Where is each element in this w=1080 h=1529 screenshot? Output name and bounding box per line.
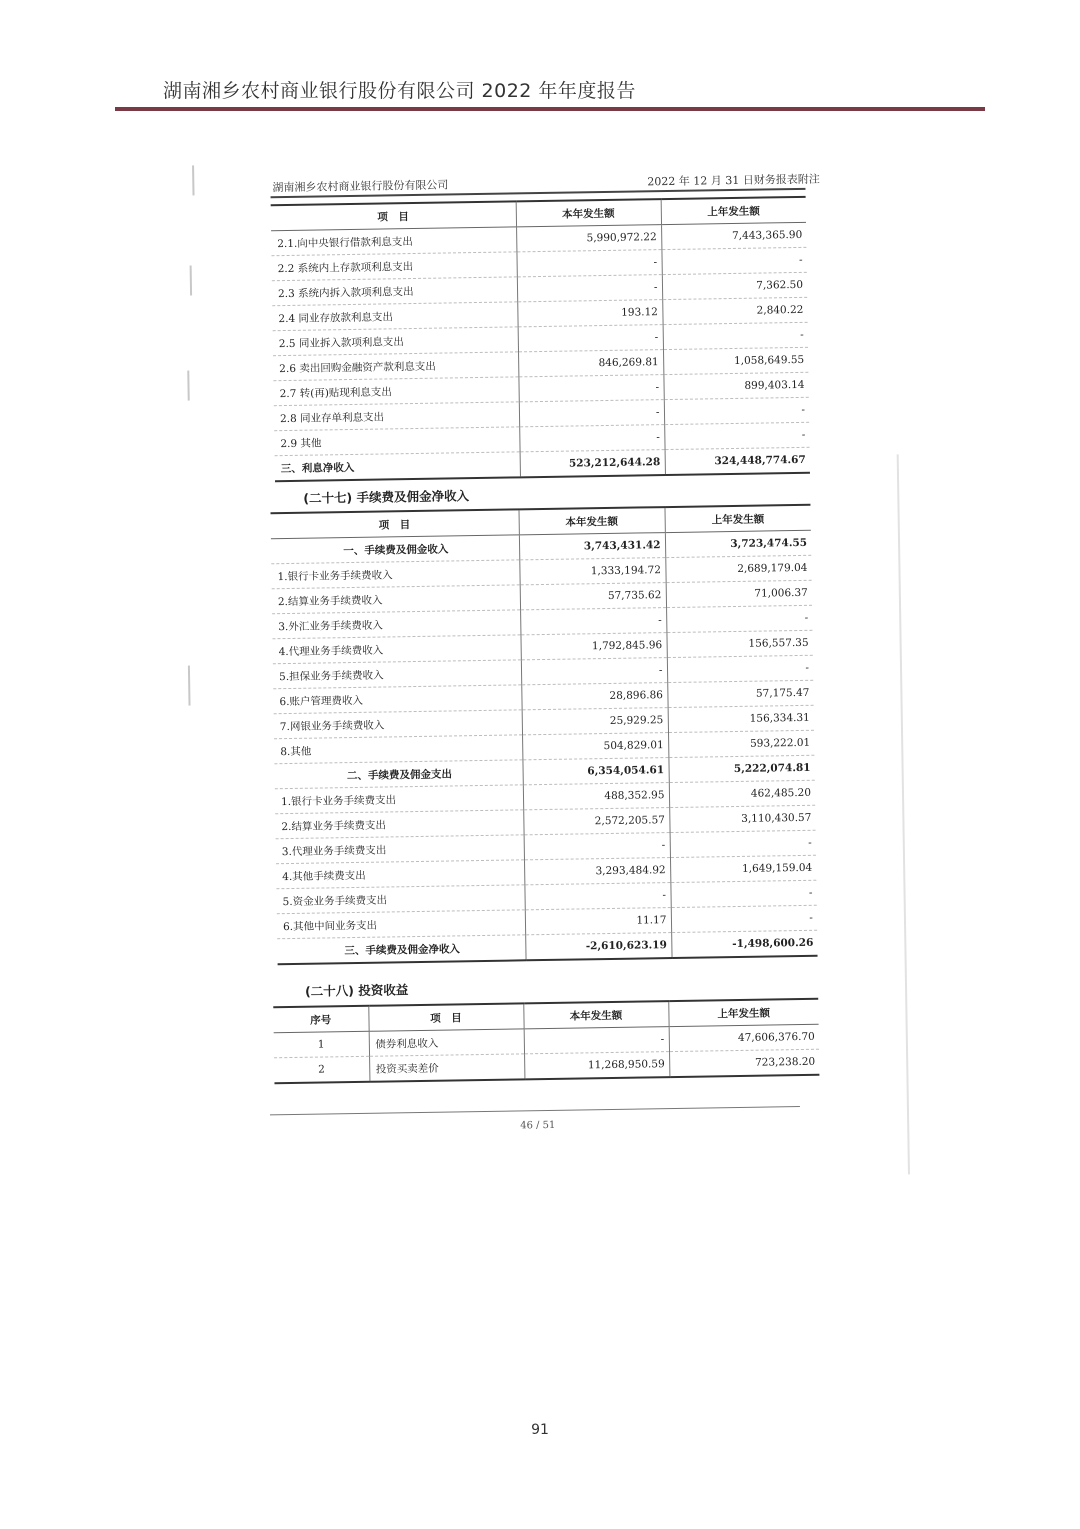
current-year-amount: 6,354,054.61 <box>522 758 668 785</box>
row-seq: 1 <box>274 1031 369 1057</box>
row-item-label: 二、手续费及佣金支出 <box>274 760 522 789</box>
prior-year-amount: - <box>670 880 816 907</box>
col-header-current: 本年发生额 <box>523 1001 668 1029</box>
scan-edge-left <box>187 371 189 401</box>
investment-income-table <box>273 998 819 1085</box>
row-item-label: 7.网银业务手续费收入 <box>274 710 522 739</box>
prior-year-amount: - <box>667 655 813 682</box>
prior-year-amount: 2,840.22 <box>662 297 807 324</box>
prior-year-amount: 462,485.20 <box>669 780 815 807</box>
current-year-amount: 1,333,194.72 <box>519 558 665 585</box>
row-item-label: 4.其他手续费支出 <box>276 860 524 889</box>
prior-year-amount: 156,557.35 <box>666 630 812 657</box>
row-item-label: 6.账户管理费收入 <box>273 685 521 714</box>
current-year-amount: - <box>520 608 666 635</box>
prior-year-amount: -1,498,600.26 <box>671 930 817 958</box>
current-year-amount: - <box>524 883 670 910</box>
current-year-amount: -2,610,623.19 <box>525 933 671 961</box>
prior-year-amount: 899,403.14 <box>663 372 808 399</box>
scan-edge-left <box>192 165 194 195</box>
row-item-label: 1.银行卡业务手续费支出 <box>275 785 523 814</box>
current-year-amount: - <box>519 400 664 427</box>
row-item-label: 债券利息收入 <box>369 1029 524 1056</box>
row-item-label: 5.资金业务手续费支出 <box>276 885 524 914</box>
current-year-amount: 3,293,484.92 <box>524 858 670 885</box>
prior-year-amount: 7,362.50 <box>662 272 807 299</box>
prior-year-amount: 57,175.47 <box>667 680 813 707</box>
prior-year-amount: 1,649,159.04 <box>670 855 816 882</box>
current-year-amount: - <box>518 375 663 402</box>
scan-edge-left <box>188 666 191 706</box>
current-year-amount: 2,572,205.57 <box>523 808 669 835</box>
row-item-label: 6.其他中间业务支出 <box>277 910 525 939</box>
current-year-amount: - <box>521 658 667 685</box>
col-header-seq: 序号 <box>273 1006 368 1033</box>
row-item-label: 一、手续费及佣金收入 <box>271 535 519 564</box>
page-number: 91 <box>531 1422 549 1438</box>
prior-year-amount: 1,058,649.55 <box>663 347 808 374</box>
col-header-prior: 上年发生额 <box>668 999 818 1027</box>
prior-year-amount: 723,238.20 <box>669 1049 819 1077</box>
current-year-amount: - <box>524 833 670 860</box>
prior-year-amount: - <box>664 422 809 449</box>
current-year-amount: 11,268,950.59 <box>524 1052 669 1080</box>
prior-year-amount: - <box>661 247 806 274</box>
col-header-current: 本年发生额 <box>516 199 661 227</box>
row-item-label: 2.结算业务手续费支出 <box>275 810 523 839</box>
current-year-amount: 846,269.81 <box>518 350 663 377</box>
prior-year-amount: 5,222,074.81 <box>668 755 814 782</box>
row-item-label: 1.银行卡业务手续费收入 <box>271 560 519 589</box>
prior-year-amount: - <box>666 605 812 632</box>
inner-company-name: 湖南湘乡农村商业银行股份有限公司 <box>272 178 449 195</box>
current-year-amount: 193.12 <box>517 300 662 327</box>
prior-year-amount: - <box>670 830 816 857</box>
row-item-label: 8.其他 <box>274 735 522 764</box>
row-item-label: 2.5 同业拆入款项利息支出 <box>273 327 518 356</box>
inner-footer-rule <box>270 1106 800 1115</box>
fee-commission-table <box>271 504 818 965</box>
row-seq: 2 <box>274 1056 369 1083</box>
prior-year-amount: 47,606,376.70 <box>669 1024 819 1051</box>
prior-year-amount: 156,334.31 <box>668 705 814 732</box>
prior-year-amount: 7,443,365.90 <box>661 222 806 249</box>
current-year-amount: 25,929.25 <box>522 708 668 735</box>
current-year-amount: 28,896.86 <box>521 683 667 710</box>
inner-page-number: 46 / 51 <box>520 1119 556 1132</box>
current-year-amount: 504,829.01 <box>522 733 668 760</box>
section-27-title: (二十七) 手续费及佣金净收入 <box>303 488 470 506</box>
col-header-current: 本年发生额 <box>518 507 664 535</box>
row-item-label: 3.外汇业务手续费收入 <box>272 610 520 639</box>
prior-year-amount: 593,222.01 <box>668 730 814 757</box>
row-item-label: 2.7 转(再)贴现利息支出 <box>273 377 518 406</box>
scanned-page <box>180 154 916 1195</box>
row-item-label: 三、手续费及佣金净收入 <box>277 935 525 964</box>
prior-year-amount: 71,006.37 <box>666 580 812 607</box>
row-item-label: 2.8 同业存单利息支出 <box>274 402 519 431</box>
row-item-label: 2.3 系统内拆入款项利息支出 <box>272 277 517 306</box>
prior-year-amount: - <box>671 905 817 932</box>
current-year-amount: 11.17 <box>525 908 671 935</box>
prior-year-amount: - <box>664 397 809 424</box>
report-header: 湖南湘乡农村商业银行股份有限公司 2022 年年度报告 <box>163 80 636 102</box>
row-item-label: 2.9 其他 <box>274 427 519 456</box>
current-year-amount: 523,212,644.28 <box>520 450 665 478</box>
col-header-item: 项 目 <box>271 509 519 538</box>
current-year-amount: 3,743,431.42 <box>519 533 665 560</box>
row-item-label: 2.4 同业存放款利息支出 <box>272 302 517 331</box>
row-item-label: 2.6 卖出回购金融资产款利息支出 <box>273 352 518 381</box>
col-header-prior: 上年发生额 <box>664 505 810 533</box>
scan-edge-left <box>190 265 192 295</box>
row-item-label: 2.2 系统内上存款项利息支出 <box>271 252 516 281</box>
scan-edge-right <box>897 454 910 1174</box>
interest-expense-table <box>271 196 810 482</box>
prior-year-amount: 3,110,430.57 <box>669 805 815 832</box>
prior-year-amount: 324,448,774.67 <box>665 447 810 475</box>
current-year-amount: 488,352.95 <box>523 783 669 810</box>
inner-note-date: 2022 年 12 月 31 日财务报表附注 <box>647 172 820 189</box>
row-item-label: 2.结算业务手续费收入 <box>272 585 520 614</box>
prior-year-amount: 3,723,474.55 <box>665 530 811 557</box>
row-item-label: 3.代理业务手续费支出 <box>276 835 524 864</box>
row-item-label: 4.代理业务手续费收入 <box>272 635 520 664</box>
row-item-label: 三、利息净收入 <box>275 452 520 481</box>
row-item-label: 2.1.向中央银行借款利息支出 <box>271 227 516 256</box>
section-28-title: (二十八) 投资收益 <box>304 982 409 999</box>
prior-year-amount: - <box>663 322 808 349</box>
current-year-amount: - <box>524 1027 669 1054</box>
current-year-amount: - <box>517 275 662 302</box>
row-item-label: 投资买卖差价 <box>369 1054 524 1082</box>
header-rule <box>115 107 985 111</box>
col-header-item: 项 目 <box>368 1003 523 1031</box>
current-year-amount: 57,735.62 <box>520 583 666 610</box>
col-header-item: 项 目 <box>271 201 516 230</box>
prior-year-amount: 2,689,179.04 <box>665 555 811 582</box>
current-year-amount: - <box>519 425 664 452</box>
row-item-label: 5.担保业务手续费收入 <box>273 660 521 689</box>
current-year-amount: 1,792,845.96 <box>520 633 666 660</box>
current-year-amount: - <box>518 325 663 352</box>
current-year-amount: 5,990,972.22 <box>516 225 661 252</box>
current-year-amount: - <box>516 250 661 277</box>
col-header-prior: 上年发生额 <box>661 197 806 225</box>
